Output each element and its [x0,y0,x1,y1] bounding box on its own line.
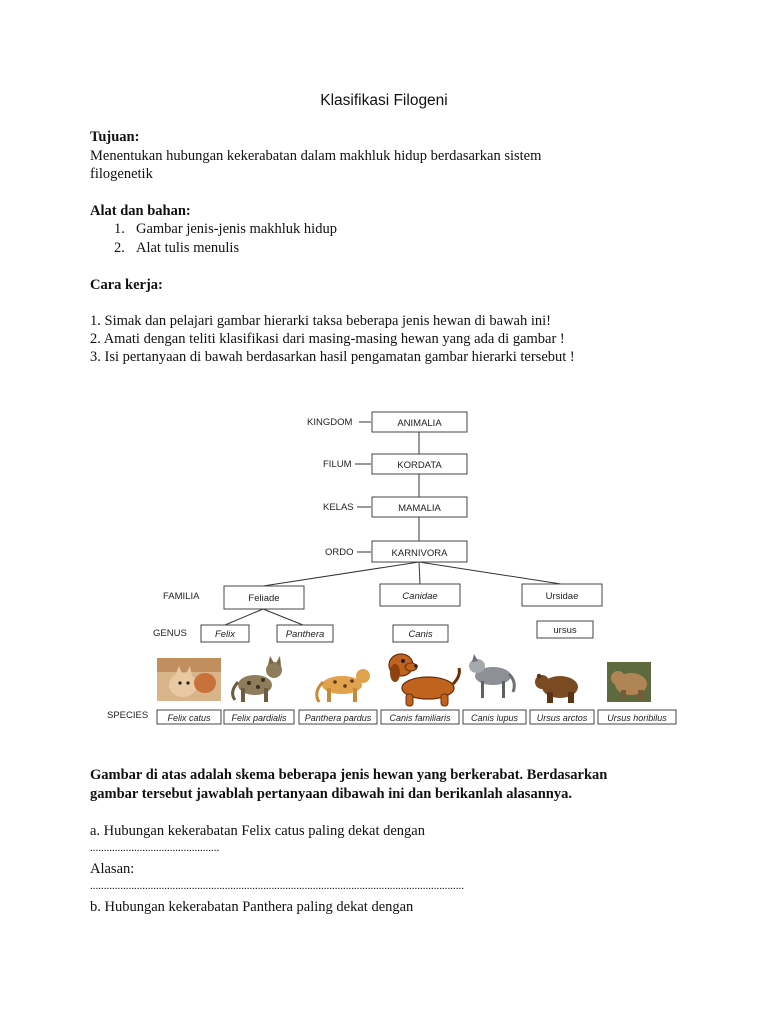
alat-item-1 [114,220,337,238]
alat-heading: Alat dan bahan: [90,203,191,219]
tujuan-line-2: filogenetik [90,166,153,182]
taxon-ordo-label: KARNIVORA [391,548,448,559]
question-intro-line-1: Gambar di atas adalah skema beberapa jenis hewan yang berkerabat. Berdasarkan [90,767,608,783]
connector-ordo-ursidae [419,562,561,584]
cara-step-2: 2. Amati dengan teliti klasifikasi dari masing-masing hewan yang ada di gambar ! [90,331,565,347]
alasan-answer-blank[interactable]: ........................................................................................................................................ [90,880,464,892]
alat-item-2-text: Alat tulis menulis [136,240,240,256]
genus-felix-label: Felix [214,629,236,640]
cara-step-1: 1. Simak dan pelajari gambar hierarki taksa beberapa jenis hewan di bawah ini! [90,313,552,329]
page-title: Klasifikasi Filogeni [320,92,448,109]
species-ursus-horibilus-label: Ursus horibilus [607,713,667,723]
species-felix-catus-label: Felix catus [167,713,211,723]
family-ursidae-label: Ursidae [545,591,579,602]
taxon-kelas-label: MAMALIA [398,503,441,514]
rank-label-species: SPECIES [107,710,149,721]
alat-item-1-number: 1. [114,221,125,237]
canis-familiaris-image [389,654,459,706]
tujuan-line-1: Menentukan hubungan kekerabatan dalam makhluk hidup berdasarkan sistem [90,148,542,164]
cara-heading: Cara kerja: [90,277,163,293]
canis-lupus-image [469,654,517,702]
species-canis-familiaris-label: Canis familiaris [389,713,451,723]
connector-feliade-panthera [263,609,303,625]
connector-feliade-felix [225,609,263,625]
rank-label-familia: FAMILIA [163,591,200,602]
connector-ordo-feliade [263,562,419,586]
rank-label-filum: FILUM [323,459,352,470]
felix-pardialis-image [233,656,282,702]
taxon-kingdom-label: ANIMALIA [397,418,442,429]
species-panthera-pardus-label: Panthera pardus [304,713,372,723]
alat-item-2 [114,239,239,257]
question-intro-line-2: gambar tersebut jawablah pertanyaan dibawah ini dan berikanlah alasannya. [90,786,572,802]
question-a: a. Hubungan kekerabatan Felix catus paling dekat dengan [90,823,425,839]
ursus-horibilus-image [607,662,651,702]
genus-canis-label: Canis [408,629,433,640]
cara-step-3: 3. Isi pertanyaan di bawah berdasarkan hasil pengamatan gambar hierarki tersebut ! [90,349,575,365]
genus-panthera-label: Panthera [285,629,325,640]
question-b: b. Hubungan kekerabatan Panthera paling dekat dengan [90,899,414,915]
taxon-filum-label: KORDATA [397,460,442,471]
rank-label-genus: GENUS [153,628,187,639]
ursus-arctos-image [535,674,578,703]
rank-label-kelas: KELAS [323,502,354,513]
species-ursus-arctos-label: Ursus arctos [536,713,588,723]
species-felix-pardialis-label: Felix pardialis [231,713,287,723]
family-canidae-label: Canidae [402,591,438,602]
alat-item-2-number: 2. [114,240,125,256]
connector-ordo-canidae [419,562,420,584]
alasan-label: Alasan: [90,861,135,877]
alat-item-1-text: Gambar jenis-jenis makhluk hidup [136,221,337,237]
felix-catus-image [157,658,221,701]
question-a-answer-blank[interactable]: ............................................... [90,842,220,854]
rank-label-ordo: ORDO [325,547,354,558]
rank-label-kingdom: KINGDOM [307,417,353,428]
species-canis-lupus-label: Canis lupus [470,713,519,723]
taxonomy-hierarchy-diagram [95,400,680,730]
panthera-pardus-image [317,669,370,702]
family-feliade-label: Feliade [248,593,280,604]
tujuan-heading: Tujuan: [90,129,140,145]
genus-ursus-label: ursus [553,625,577,636]
